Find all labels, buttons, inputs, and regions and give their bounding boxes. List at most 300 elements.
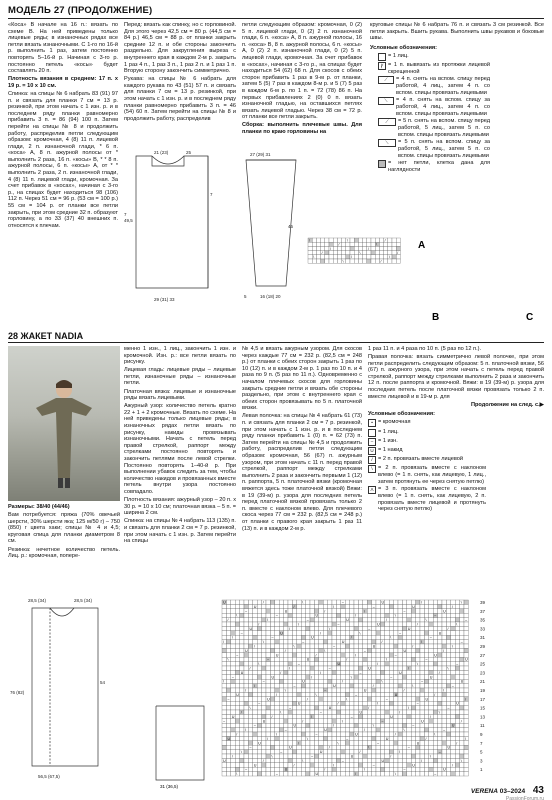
chart-cell [231, 741, 235, 745]
chart-cell [354, 600, 358, 604]
chart-symbol: – [267, 657, 270, 662]
chart-symbol: U [306, 657, 310, 662]
chart-cell [328, 613, 332, 617]
chart-cell [420, 666, 424, 670]
chart-symbol: / [271, 714, 273, 719]
chart-cell [226, 732, 230, 736]
chart-symbol: U [271, 675, 275, 680]
chart-cell [407, 732, 411, 736]
chart-cell [375, 259, 382, 264]
chart-cell [235, 679, 239, 683]
page-footer [471, 785, 544, 796]
chart-cell [354, 750, 358, 754]
chart-cell [385, 670, 389, 674]
chart-cell [411, 697, 415, 701]
chart-symbol: U [315, 772, 319, 777]
chart-cell [376, 648, 380, 652]
chart-cell [402, 604, 406, 608]
chart-symbol: \ [223, 679, 225, 684]
chart-cell [455, 657, 459, 661]
chart-cell [319, 732, 323, 736]
chart-cell [306, 653, 310, 657]
chart-cell [460, 688, 464, 692]
chart-cell [358, 259, 362, 263]
chart-cell [231, 728, 235, 732]
chart-cell [446, 697, 450, 701]
chart-cell [367, 622, 371, 626]
chart-cell [363, 754, 367, 758]
chart-cell [367, 763, 371, 767]
chart-symbol: / [321, 250, 323, 255]
chart-cell [266, 684, 270, 688]
chart-cell [446, 609, 450, 613]
chart-cell [407, 622, 411, 626]
chart-cell [257, 644, 261, 648]
chart-cell [420, 741, 424, 745]
chart-cell [367, 653, 371, 657]
chart-cell [222, 697, 226, 701]
chart-symbol: \ [465, 736, 467, 741]
chart-cell [275, 697, 279, 701]
chart-cell [235, 644, 239, 648]
chart-cell [314, 710, 318, 714]
chart-cell [328, 750, 332, 754]
chart-cell [323, 758, 327, 762]
chart-cell [292, 736, 296, 740]
chart-symbol: U [280, 631, 283, 636]
chart-cell [279, 635, 283, 639]
chart-cell [222, 618, 226, 622]
chart-cell [345, 600, 349, 604]
chart-cell [240, 644, 244, 648]
chart-cell [380, 631, 384, 635]
continued-label: Продолжение на след. с.▶ [470, 401, 544, 408]
chart-cell [321, 255, 325, 259]
chart-cell [394, 706, 398, 710]
chart-symbol: \ [460, 600, 462, 605]
chart-cell [438, 609, 442, 613]
chart-cell [402, 750, 406, 754]
chart-cell [446, 767, 450, 771]
chart-cell [270, 666, 274, 670]
chart-symbol: \ [328, 626, 330, 631]
chart-symbol: U [258, 741, 261, 746]
row-number: 39 [480, 600, 486, 605]
chart-cell [394, 622, 398, 626]
chart-cell [402, 631, 406, 635]
chart-cell [341, 688, 345, 692]
chart-cell [297, 653, 301, 657]
chart-cell [460, 745, 464, 749]
chart-cell [394, 741, 398, 745]
chart-cell [376, 644, 380, 648]
chart-cell [460, 609, 464, 613]
chart-cell [350, 648, 354, 652]
chart-cell [257, 758, 261, 762]
chart-cell [253, 679, 257, 683]
chart-cell [262, 657, 266, 661]
chart-cell [420, 750, 424, 754]
chart-cell [275, 666, 279, 670]
chart-cell [346, 251, 350, 255]
chart-cell [402, 723, 406, 727]
chart-symbol: U [324, 728, 327, 733]
chart-cell [288, 758, 292, 762]
chart-cell [248, 732, 252, 736]
chart-cell [332, 736, 336, 740]
chart-cell [451, 666, 455, 670]
chart-cell [446, 679, 450, 683]
chart-cell [328, 640, 332, 644]
chart-cell [455, 626, 459, 630]
chart-cell [332, 758, 336, 762]
chart-cell [284, 657, 288, 661]
chart-cell [411, 692, 415, 696]
chart-cell [420, 657, 424, 661]
chart-cell [379, 242, 383, 246]
chart-cell [460, 723, 464, 727]
chart-cell [240, 692, 244, 696]
chart-symbol: U [319, 750, 323, 755]
chart-cell [222, 631, 226, 635]
chart-cell [332, 609, 336, 613]
chart-cell [398, 772, 402, 776]
chart-cell [333, 246, 337, 250]
chart-cell [262, 688, 266, 692]
chart-cell [270, 648, 274, 652]
chart-cell [257, 670, 261, 674]
chart-cell [279, 653, 283, 657]
chart-cell [257, 657, 261, 661]
chart-cell [451, 657, 455, 661]
chart-cell [266, 600, 270, 604]
chart-cell [388, 251, 392, 255]
chart-symbol: U [412, 763, 415, 768]
chart-cell [394, 648, 398, 652]
chart-cell [424, 631, 428, 635]
chart-cell [314, 679, 318, 683]
chart-cell [433, 745, 437, 749]
chart-cell [354, 238, 358, 242]
chart-cell [222, 736, 226, 740]
chart-cell [402, 706, 406, 710]
chart-cell [341, 648, 345, 652]
chart-cell [308, 251, 312, 255]
chart-symbol: U [253, 604, 257, 609]
chart-cell [455, 635, 459, 639]
chart-cell [248, 701, 252, 705]
chart-cell [222, 706, 226, 710]
chart-cell [312, 259, 316, 263]
chart-cell [375, 251, 379, 255]
chart-symbol: – [223, 719, 226, 724]
chart-symbol: U [394, 692, 398, 697]
chart-cell [266, 644, 270, 648]
chart-cell [257, 626, 261, 630]
chart-symbol: / [346, 657, 348, 662]
chart-cell [442, 745, 446, 749]
chart-cell [350, 653, 357, 658]
chart-cell [354, 714, 358, 718]
chart-cell [323, 618, 327, 622]
chart-cell [328, 732, 332, 736]
chart-cell [345, 710, 349, 714]
chart-cell [420, 613, 424, 617]
chart-cell [266, 719, 270, 723]
chart-symbol: \ [333, 763, 335, 768]
chart-cell [266, 679, 270, 683]
chart-cell [380, 618, 384, 622]
schema-label: 27 (29) 31 [250, 152, 271, 157]
chart-cell [244, 736, 248, 740]
chart-cell [279, 618, 283, 622]
chart-cell [270, 622, 274, 626]
chart-cell [407, 714, 411, 718]
chart-cell [297, 688, 301, 692]
chart-cell [442, 723, 446, 727]
schema-label: 31 (36,5) [160, 784, 179, 789]
chart-symbol: / [421, 600, 423, 605]
chart-symbol: U [412, 604, 415, 609]
chart-symbol: – [377, 741, 380, 746]
paragraph: менно 1 изн., 1 лиц., закончить 1 изн. и кромочной. Изн. р.: все петли вязать по рисунку. [124, 346, 236, 366]
chart-cell [433, 728, 437, 732]
chart-cell [385, 600, 389, 604]
chart-cell [244, 666, 248, 670]
chart-symbol: \ [341, 719, 343, 724]
chart-cell [292, 692, 296, 696]
chart-cell [310, 600, 314, 604]
chart-cell [231, 613, 238, 618]
chart-cell [284, 600, 288, 604]
chart-symbol: U [245, 648, 248, 653]
chart-cell [464, 750, 468, 754]
chart-cell [262, 772, 266, 776]
chart-cell [451, 750, 455, 754]
chart-cell [226, 763, 230, 767]
chart-cell [464, 604, 468, 608]
chart-cell [455, 644, 459, 648]
chart-cell [367, 736, 371, 740]
chart-cell [354, 250, 361, 255]
chart-cell [416, 754, 420, 758]
chart-cell [336, 653, 340, 657]
chart-cell [226, 640, 230, 644]
chart-cell [460, 613, 464, 617]
chart-symbol: / [394, 732, 396, 737]
chart-cell [358, 635, 362, 639]
chart-symbol: \ [376, 242, 378, 247]
chart-symbol: / [249, 666, 251, 671]
chart-cell [438, 728, 442, 732]
chart-cell [354, 631, 358, 635]
chart-symbol: \ [390, 635, 392, 640]
chart-cell [288, 653, 292, 657]
chart-cell [420, 701, 424, 705]
chart-cell [385, 609, 389, 613]
chart-cell [306, 732, 310, 736]
chart-cell [411, 767, 415, 771]
chart-cell [384, 259, 388, 263]
chart-cell [257, 692, 261, 696]
chart-cell [429, 763, 433, 767]
chart-cell [411, 754, 415, 758]
chart-cell [380, 644, 384, 648]
chart-cell [266, 635, 270, 639]
chart-cell [319, 666, 323, 670]
chart-cell [460, 750, 464, 754]
chart-cell [367, 657, 371, 661]
chart-symbol: – [438, 750, 441, 755]
chart-cell [411, 640, 415, 644]
chart-cell [420, 710, 424, 714]
chart-cell [416, 653, 420, 657]
chart-cell [372, 648, 376, 652]
chart-cell [416, 675, 420, 679]
chart-cell [442, 631, 446, 635]
chart-cell [363, 697, 367, 701]
chart-cell [284, 675, 288, 679]
chart-cell [248, 618, 252, 622]
chart-cell [350, 728, 354, 732]
chart-cell [402, 653, 406, 657]
chart-cell [407, 675, 411, 679]
legend-title: Условные обозначения: [368, 411, 436, 418]
chart-cell [301, 763, 305, 767]
chart-cell [262, 745, 266, 749]
chart-cell [398, 697, 402, 701]
chart-cell [345, 745, 349, 749]
chart-cell [310, 741, 314, 745]
chart-cell [262, 653, 266, 657]
chart-cell [350, 246, 354, 250]
chart-symbol: – [253, 723, 256, 728]
chart-cell [297, 745, 301, 749]
chart-cell [244, 758, 248, 762]
chart-cell [240, 732, 244, 736]
chart-cell [411, 626, 415, 630]
chart-cell [363, 736, 367, 740]
chart-symbol: – [372, 604, 375, 609]
chart-cell [464, 662, 468, 666]
chart-symbol: – [293, 684, 296, 689]
chart-cell [310, 706, 314, 710]
chart-cell [275, 684, 279, 688]
chart-cell [288, 701, 292, 705]
chart-cell [262, 609, 266, 613]
chart-cell [279, 644, 283, 648]
chart-cell [306, 670, 310, 674]
chart-cell [407, 754, 411, 758]
chart-cell [262, 635, 266, 639]
chart-cell [266, 604, 270, 608]
chart-cell [372, 609, 376, 613]
chart-cell [257, 648, 261, 652]
chart-cell [279, 745, 283, 749]
chart-symbol: U [302, 679, 305, 684]
chart-cell [231, 736, 235, 740]
chart-cell [266, 648, 270, 652]
chart-cell [411, 688, 415, 692]
chart-cell [460, 648, 464, 652]
chart-cell [460, 754, 464, 758]
chart-label-c: C [526, 312, 534, 323]
chart-cell [328, 728, 332, 732]
chart-cell [424, 604, 428, 608]
chart-cell [319, 706, 323, 710]
legend-item: ⟍ = 5 п. снять на вспом. спицу за работой, 5 лиц., затем 5 п. со вспом. спицы провязать лицевыми [378, 139, 490, 159]
chart-cell [284, 640, 288, 644]
chart-cell [235, 626, 239, 630]
chart-cell [288, 609, 292, 613]
chart-cell [446, 732, 450, 736]
chart-cell [416, 750, 420, 754]
chart-cell [446, 631, 450, 635]
chart-cell [341, 701, 345, 705]
chart-symbol: / [293, 604, 295, 609]
chart-cell [319, 736, 323, 740]
chart-cell [367, 758, 371, 762]
chart-cell [292, 750, 296, 754]
chart-cell [323, 706, 327, 710]
chart-cell [446, 688, 450, 692]
chart-cell [275, 644, 279, 648]
chart-cell [301, 772, 305, 776]
chart-cell [341, 644, 345, 648]
chart-cell [429, 736, 433, 740]
chart-cell [429, 697, 433, 701]
chart-cell [416, 767, 420, 771]
chart-cell [367, 714, 371, 718]
chart-cell [396, 242, 400, 246]
chart-cell [433, 723, 437, 727]
chart-cell [275, 723, 279, 727]
chart-cell [297, 635, 301, 639]
chart-cell [392, 246, 396, 250]
chart-cell [424, 600, 428, 604]
chart-cell [429, 644, 433, 648]
chart-symbol: U [456, 701, 459, 706]
chart-cell [438, 626, 442, 630]
chart-cell [319, 653, 323, 657]
chart-cell [323, 613, 327, 617]
chart-cell [376, 719, 380, 723]
schema-label: 5 [244, 294, 247, 299]
chart-cell [380, 741, 384, 745]
chart-cell [380, 662, 384, 666]
chart-cell [266, 723, 270, 727]
text-column-1 [8, 22, 118, 327]
chart-cell [257, 600, 261, 604]
schema-label: 16 (18) 20 [260, 294, 281, 299]
chart-cell [367, 255, 371, 259]
chart-cell [231, 644, 235, 648]
chart-cell [433, 622, 437, 626]
chart-cell [301, 626, 305, 630]
chart-cell [310, 653, 314, 657]
chart-cell [328, 710, 332, 714]
chart-cell [394, 666, 398, 670]
chart-cell [402, 772, 406, 776]
chart-cell [266, 732, 270, 736]
chart-cell [310, 657, 314, 661]
chart-cell [301, 670, 305, 674]
chart-cell [358, 662, 362, 666]
chart-cell [257, 763, 261, 767]
chart-cell [389, 622, 393, 626]
chart-cell [222, 754, 226, 758]
chart-cell [244, 670, 248, 674]
